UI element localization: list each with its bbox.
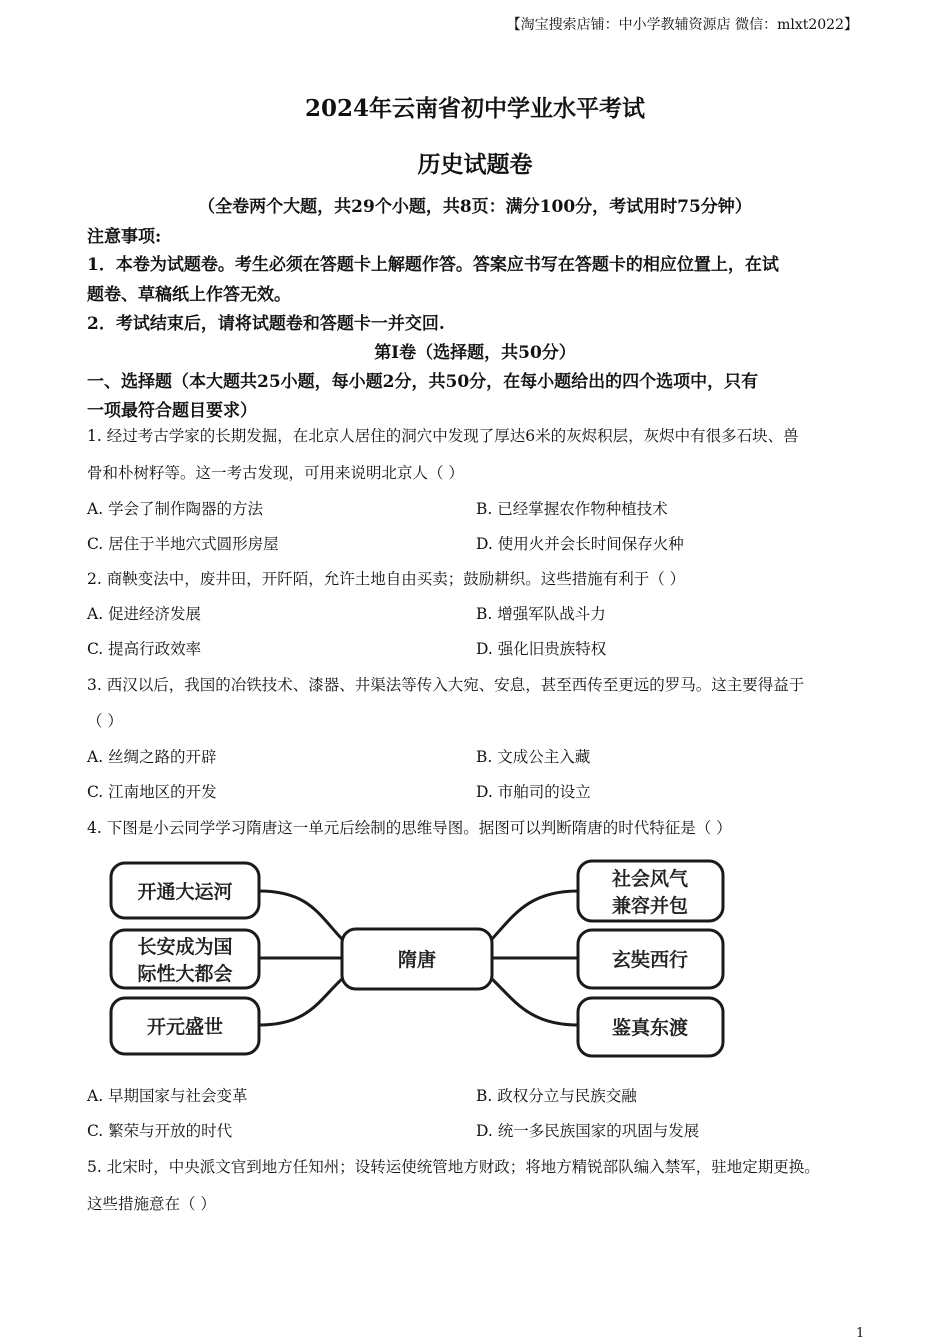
connector-right-3 xyxy=(492,979,578,1025)
notice-item-1-line-1: 1．本卷为试题卷。考生必须在答题卡上解题作答。答案应书写在答题卡的相应位置上，在试 xyxy=(87,255,779,275)
watermark-text: 【淘宝搜索店铺：中小学教辅资源店 微信：mlxt2022】 xyxy=(506,17,858,33)
question-3-stem-line-1: 3. 西汉以后，我国的冶铁技术、漆器、井渠法等传入大宛、安息，甚至西传至更远的罗马。这主要得益于 xyxy=(87,676,805,694)
question-4-option-a: A. 早期国家与社会变革 xyxy=(87,1087,248,1105)
mind-map-left-2-label-line-1: 长安成为国 xyxy=(137,936,233,958)
connector-left-1 xyxy=(259,891,342,939)
question-3-option-c: C. 江南地区的开发 xyxy=(87,783,217,801)
notice-heading: 注意事项: xyxy=(87,227,162,247)
question-4-option-d: D. 统一多民族国家的巩固与发展 xyxy=(476,1122,700,1140)
question-2-option-d: D. 强化旧贵族特权 xyxy=(476,640,607,658)
question-2-option-b: B. 增强军队战斗力 xyxy=(476,605,606,623)
question-1-stem-line-2: 骨和朴树籽等。这一考古发现，可用来说明北京人（ ） xyxy=(87,464,464,482)
notice-item-1-line-2: 题卷、草稿纸上作答无效。 xyxy=(87,285,291,305)
question-3-stem-line-2: （ ） xyxy=(87,712,123,730)
mind-map-left-1-label: 开通大运河 xyxy=(137,881,233,903)
question-5-stem-line-2: 这些措施意在（ ） xyxy=(87,1195,216,1213)
mind-map-right-1-label-line-2: 兼容并包 xyxy=(611,895,689,917)
mind-map-left-3-label: 开元盛世 xyxy=(146,1016,224,1038)
mind-map-right-1-label-line-1: 社会风气 xyxy=(611,868,689,890)
question-3-option-b: B. 文成公主入藏 xyxy=(476,748,591,766)
question-1-option-c: C. 居住于半地穴式圆形房屋 xyxy=(87,535,279,553)
question-5-stem-line-1: 5. 北宋时，中央派文官到地方任知州；设转运使统管地方财政；将地方精锐部队编入禁军，驻地定期更换。 xyxy=(87,1158,820,1176)
connector-right-1 xyxy=(492,891,578,939)
question-1-option-b: B. 已经掌握农作物种植技术 xyxy=(476,500,668,518)
mind-map-diagram xyxy=(104,855,730,1063)
exam-info: （全卷两个大题，共29个小题，共8页：满分100分，考试用时75分钟） xyxy=(198,197,752,217)
question-2-stem: 2. 商鞅变法中，废井田，开阡陌，允许土地自由买卖；鼓励耕织。这些措施有利于（ ） xyxy=(87,570,686,588)
question-1-stem-line-1: 1. 经过考古学家的长期发掘，在北京人居住的洞穴中发现了厚达6米的灰烬积层，灰烬中有很多石块、兽 xyxy=(87,427,799,445)
question-4-option-c: C. 繁荣与开放的时代 xyxy=(87,1122,233,1140)
section-1-line-2: 一项最符合题目要求） xyxy=(87,401,257,421)
connector-left-3 xyxy=(259,979,342,1025)
page-number: 1 xyxy=(856,1326,865,1341)
question-3-option-a: A. 丝绸之路的开辟 xyxy=(87,748,217,766)
exam-subtitle: 历史试题卷 xyxy=(417,151,533,178)
section-1-line-1: 一、选择题（本大题共25小题，每小题2分，共50分，在每小题给出的四个选项中，只有 xyxy=(87,372,759,392)
mind-map-left-2-label-line-2: 际性大都会 xyxy=(137,963,233,985)
question-1-option-a: A. 学会了制作陶器的方法 xyxy=(87,500,264,518)
question-2-option-c: C. 提高行政效率 xyxy=(87,640,202,658)
question-4-stem: 4. 下图是小云同学学习隋唐这一单元后绘制的思维导图。据图可以判断隋唐的时代特征是（ ） xyxy=(87,819,732,837)
mind-map-right-3-label: 鉴真东渡 xyxy=(611,1017,689,1039)
question-1-option-d: D. 使用火并会长时间保存火种 xyxy=(476,535,684,553)
mind-map-center-label: 隋唐 xyxy=(397,949,437,971)
question-3-option-d: D. 市舶司的设立 xyxy=(476,783,591,801)
question-4-option-b: B. 政权分立与民族交融 xyxy=(476,1087,637,1105)
exam-title: 2024年云南省初中学业水平考试 xyxy=(304,95,645,122)
question-2-option-a: A. 促进经济发展 xyxy=(87,605,202,623)
part-1-title: 第Ⅰ卷（选择题，共50分） xyxy=(374,343,576,363)
mind-map-right-2-label: 玄奘西行 xyxy=(611,949,689,971)
notice-item-2: 2．考试结束后，请将试题卷和答题卡一并交回. xyxy=(87,314,445,334)
